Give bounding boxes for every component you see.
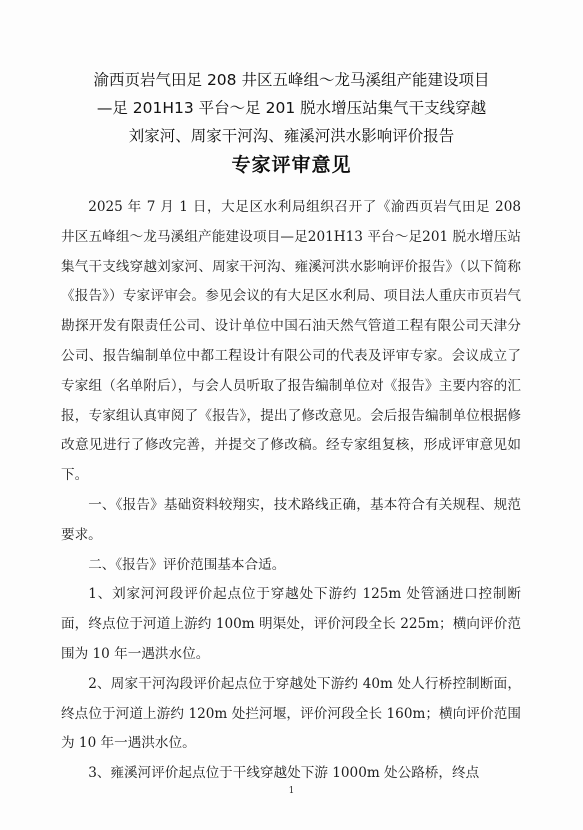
- paragraph-item-2: 2、周家干河沟段评价起点位于穿越处下游约 40m 处人行桥控制断面，终点位于河道上游约 120m 处拦河堰，评价河段全长 160m；横向评价范围为 10 年一遇洪水位。: [61, 675, 521, 752]
- page-number: 1: [288, 786, 295, 796]
- document-subtitle: 专家评审意见: [231, 154, 352, 176]
- title-line-2: —足 201H13 平台～足 201 脱水增压站集气干支线穿越: [96, 99, 487, 117]
- document-body: [61, 193, 521, 789]
- paragraph-intro: 2025 年 7 月 1 日，大足区水利局组织召开了《渝西页岩气田足 208 井区五峰组～龙马溪组产能建设项目—足201H13 平台～足201 脱水增压站集气干支线穿越刘家河、周家干河沟、雍溪河洪水影响评价报告》（以下简称《报告》）专家评审会。参见会议的有大足区水利局、项目法人重庆市页岩气勘探开发有限责任公司、设计单位中国石油天然气管道工程有限公司天津分公司、报告编制单位中都工程设计有限公司的代表及评审专家。会议成立了专家组（名单附后），与会人员听取了报告编制单位对《报告》主要内容的汇报，专家组认真审阅了《报告》，提出了修改意见。会后报告编制单位根据修改意见进行了修改完善，并提交了修改稿。经专家组复核，形成评审意见如下。: [61, 199, 521, 484]
- paragraph-item-1: 1、刘家河河段评价起点位于穿越处下游约 125m 处管涵进口控制断面，终点位于河道上游约 100m 明渠处，评价河段全长 225m；横向评价范围为 10 年一遇洪水位。: [61, 586, 521, 662]
- paragraph-item-3: 3、雍溪河评价起点位于干线穿越处下游 1000m 处公路桥，终点: [88, 765, 480, 782]
- paragraph-opinion-2: 二、《报告》评价范围基本合适。: [88, 556, 286, 573]
- title-line-1: 渝西页岩气田足 208 井区五峰组～龙马溪组产能建设项目: [93, 71, 490, 89]
- title-line-3: 刘家河、周家干河沟、雍溪河洪水影响评价报告: [128, 127, 455, 145]
- report-title: [40, 66, 543, 150]
- paragraph-opinion-1: 一、《报告》基础资料较翔实，技术路线正确，基本符合有关规程、规范要求。: [61, 496, 521, 543]
